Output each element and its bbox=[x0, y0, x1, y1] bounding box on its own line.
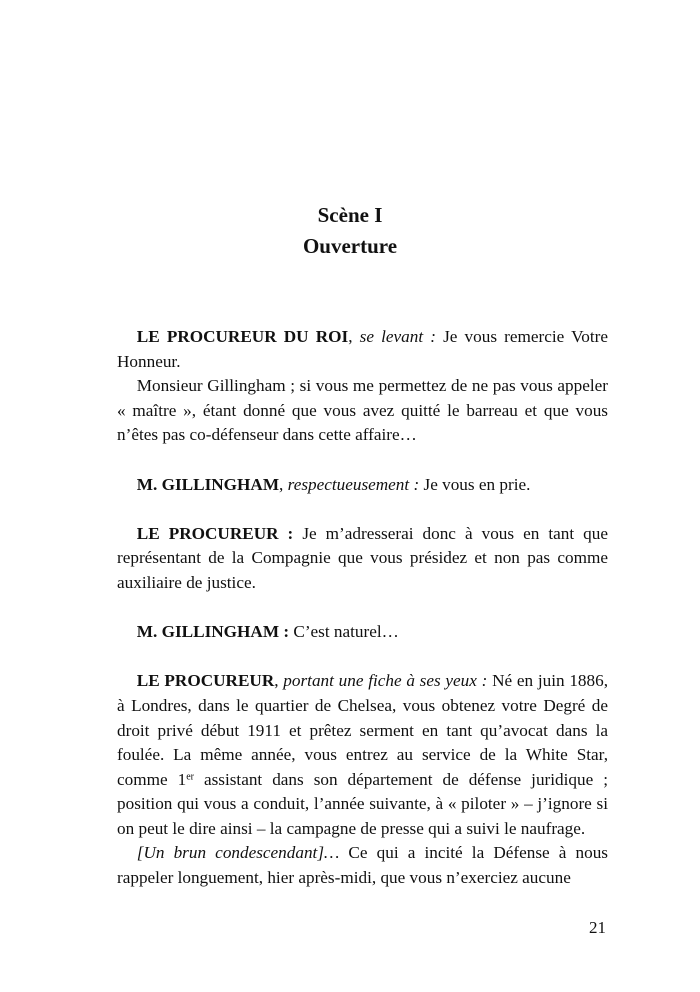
dialogue-text: Je vous en prie. bbox=[419, 474, 531, 494]
dialogue-body bbox=[117, 325, 608, 891]
speaker-name: LE PROCUREUR : bbox=[136, 523, 294, 543]
speaker-separator: , bbox=[348, 327, 360, 346]
scene-number: Scène I bbox=[317, 203, 383, 227]
speaker-name: LE PROCUREUR DU ROI bbox=[136, 327, 349, 346]
scene-title: Ouverture bbox=[302, 234, 398, 258]
speaker-name: M. GILLINGHAM : bbox=[136, 622, 290, 642]
dialogue-paragraph bbox=[117, 669, 608, 841]
dialogue-text: Né en juin 1886, à Londres, dans le quartier de Chelsea, vous obtenez votre Degré de droit privé début 1911 et prêtez serment en tant qu’avocat dans la foulée. La même année, vous entrez au service de la White Star, comme 1 bbox=[117, 671, 609, 789]
dialogue-paragraph bbox=[117, 620, 608, 645]
stage-direction: portant une fiche à ses yeux : bbox=[283, 671, 488, 691]
dialogue-paragraph bbox=[117, 374, 608, 448]
page-number: 21 bbox=[589, 918, 606, 937]
stage-direction: respectueusement : bbox=[287, 474, 420, 494]
dialogue-text: Je vous remercie Votre Honneur. bbox=[117, 327, 608, 371]
dialogue-paragraph bbox=[117, 841, 608, 890]
speaker-name: M. GILLINGHAM bbox=[136, 474, 280, 494]
dialogue-text: Je m’adresserai donc à vous en tant que représentant de la Compagnie que vous présidez et non pas comme auxiliaire de justice. bbox=[117, 523, 608, 592]
ordinal-superscript: er bbox=[186, 771, 194, 783]
dialogue-paragraph bbox=[117, 522, 608, 596]
dialogue-paragraph bbox=[117, 325, 608, 374]
dialogue-text: C’est naturel… bbox=[289, 622, 399, 642]
dialogue-paragraph bbox=[117, 473, 608, 498]
stage-direction: se levant : bbox=[359, 327, 436, 346]
speaker-separator: , bbox=[274, 671, 284, 691]
dialogue-text-continued: assistant dans son département de défense juridique ; position qui vous a conduit, l’année suivante, à « piloter » – j’ignore si on peut le dire ainsi – la campagne de presse qui a suivi le naufrage. bbox=[117, 769, 608, 838]
speaker-name: LE PROCUREUR bbox=[136, 671, 275, 691]
dialogue-text: Monsieur Gillingham ; si vous me permettez de ne pas vous appeler « maître », étant donné que vous avez quitté le barreau et que vous n’êtes pas co-défenseur dans cette affaire… bbox=[117, 376, 608, 445]
dialogue-text: Ce qui a incité la Défense à nous rappeler longuement, hier après-midi, que vous n’exerciez aucune bbox=[117, 843, 608, 888]
speaker-separator: , bbox=[279, 474, 288, 494]
scene-heading bbox=[0, 200, 700, 262]
stage-direction: [Un brun condescendant]… bbox=[136, 843, 340, 863]
